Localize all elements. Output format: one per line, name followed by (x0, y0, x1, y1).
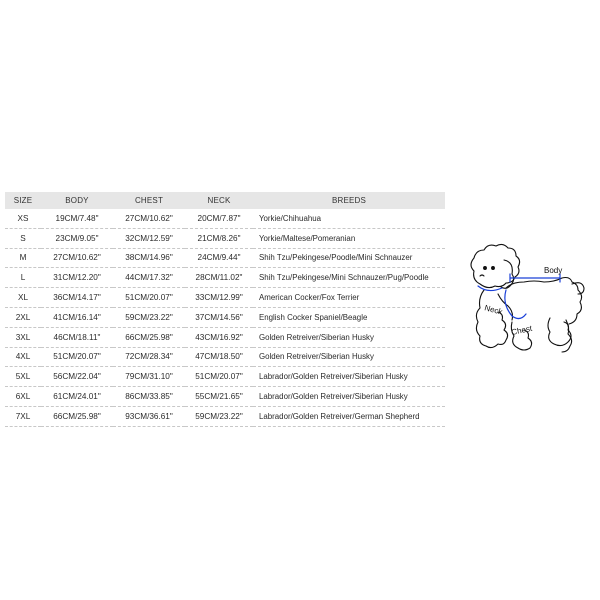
table-row (5, 327, 445, 347)
breeds-cell: Yorkie/Chihuahua (253, 209, 445, 228)
chest-label: Chest (510, 323, 533, 337)
chest-measure-line (505, 290, 526, 319)
size-chart (5, 192, 445, 427)
body-cell: 66CM/25.98" (41, 406, 113, 426)
breeds-cell: American Cocker/Fox Terrier (253, 288, 445, 308)
table-row (5, 268, 445, 288)
neck-cell: 51CM/20.07" (185, 367, 253, 387)
breeds-cell: Labrador/Golden Retreiver/Siberian Husky (253, 367, 445, 387)
breeds-cell: Shih Tzu/Pekingese/Poodle/Mini Schnauzer (253, 248, 445, 268)
table-row (5, 387, 445, 407)
chest-cell: 51CM/20.07" (113, 288, 185, 308)
table-row (5, 288, 445, 308)
neck-cell: 55CM/21.65" (185, 387, 253, 407)
table-row (5, 367, 445, 387)
size-cell: 6XL (5, 387, 41, 407)
neck-cell: 59CM/23.22" (185, 406, 253, 426)
body-cell: 46CM/18.11" (41, 327, 113, 347)
header-body: BODY (65, 196, 89, 205)
chest-cell: 79CM/31.10" (113, 367, 185, 387)
header-size: SIZE (13, 196, 33, 205)
dog-body-outline (506, 278, 582, 325)
dog-head-outline (471, 244, 520, 287)
body-cell: 56CM/22.04" (41, 367, 113, 387)
body-cell: 51CM/20.07" (41, 347, 113, 367)
table-header-row (5, 192, 445, 209)
size-table (5, 192, 445, 427)
chest-cell: 66CM/25.98" (113, 327, 185, 347)
table-row (5, 406, 445, 426)
body-cell: 41CM/16.14" (41, 307, 113, 327)
dog-front-leg-outline (476, 290, 507, 348)
size-cell: 4XL (5, 347, 41, 367)
size-cell: XL (5, 288, 41, 308)
table-row (5, 307, 445, 327)
breeds-cell: Golden Retreiver/Siberian Husky (253, 347, 445, 367)
neck-cell: 33CM/12.99" (185, 288, 253, 308)
chest-cell: 59CM/23.22" (113, 307, 185, 327)
table-body (5, 209, 445, 426)
body-label: Body (544, 266, 563, 275)
chest-cell: 44CM/17.32" (113, 268, 185, 288)
size-cell: M (5, 248, 41, 268)
chest-cell: 32CM/12.59" (113, 228, 185, 248)
size-cell: 7XL (5, 406, 41, 426)
size-cell: L (5, 268, 41, 288)
breeds-cell: Labrador/Golden Retreiver/Siberian Husky (253, 387, 445, 407)
size-cell: 3XL (5, 327, 41, 347)
chest-cell: 72CM/28.34" (113, 347, 185, 367)
neck-cell: 47CM/18.50" (185, 347, 253, 367)
dog-measurement-diagram (462, 238, 588, 368)
body-cell: 61CM/24.01" (41, 387, 113, 407)
neck-cell: 24CM/9.44" (185, 248, 253, 268)
body-cell: 23CM/9.05" (41, 228, 113, 248)
size-cell: 5XL (5, 367, 41, 387)
breeds-cell: Shih Tzu/Pekingese/Mini Schnauzer/Pug/Poodle (253, 268, 445, 288)
body-cell: 36CM/14.17" (41, 288, 113, 308)
size-cell: XS (5, 209, 41, 228)
size-cell: S (5, 228, 41, 248)
body-cell: 31CM/12.20" (41, 268, 113, 288)
table-row (5, 209, 445, 228)
header-breeds: BREEDS (331, 196, 367, 205)
header-neck: NECK (207, 196, 231, 205)
chest-cell: 27CM/10.62" (113, 209, 185, 228)
body-cell: 27CM/10.62" (41, 248, 113, 268)
table-row (5, 248, 445, 268)
chest-cell: 93CM/36.61" (113, 406, 185, 426)
neck-cell: 20CM/7.87" (185, 209, 253, 228)
chest-cell: 86CM/33.85" (113, 387, 185, 407)
breeds-cell: Golden Retreiver/Siberian Husky (253, 327, 445, 347)
neck-label: Neck (483, 303, 504, 317)
neck-cell: 37CM/14.56" (185, 307, 253, 327)
table-row (5, 347, 445, 367)
neck-cell: 21CM/8.26" (185, 228, 253, 248)
table-row (5, 228, 445, 248)
breeds-cell: English Cocker Spaniel/Beagle (253, 307, 445, 327)
header-chest: CHEST (134, 196, 164, 205)
chest-cell: 38CM/14.96" (113, 248, 185, 268)
neck-cell: 28CM/11.02" (185, 268, 253, 288)
breeds-cell: Labrador/Golden Retreiver/German Shepherd (253, 406, 445, 426)
breeds-cell: Yorkie/Maltese/Pomeranian (253, 228, 445, 248)
size-cell: 2XL (5, 307, 41, 327)
body-cell: 19CM/7.48" (41, 209, 113, 228)
neck-cell: 43CM/16.92" (185, 327, 253, 347)
